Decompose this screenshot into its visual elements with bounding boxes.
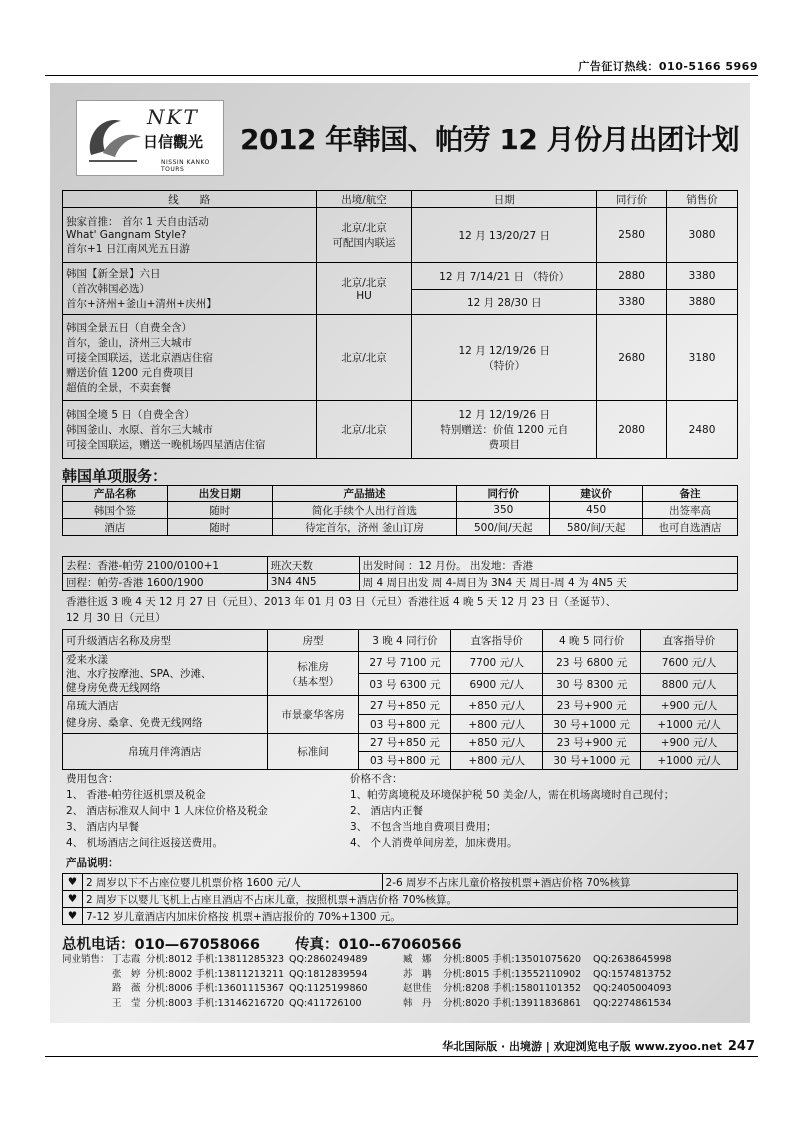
route-line: （首次韩国必选） <box>66 283 150 295</box>
fee-item: 4、 个人消费单间房差，加床费用。 <box>350 837 518 849</box>
contact-qq: QQ:1812839594 <box>289 968 368 980</box>
weekday-info: 周 4 周日出发 周 4-周日为 3N4 天 周日-周 4 为 4N5 天 <box>359 574 737 591</box>
service-cell: 450 <box>550 502 643 519</box>
service-cell: 580/间/天起 <box>550 519 643 536</box>
page-title: 2012 年韩国、帕劳 12 月份月出团计划 <box>240 123 740 156</box>
sale-price-cell: 3380 <box>667 263 738 290</box>
departure-info: 出发时间 ：12 月份。 出发地：香港 <box>359 557 737 574</box>
note-item: 2 周岁下以婴儿飞机上占座且酒店不占床儿童，按照机票+酒店价格 70%核算。 <box>82 891 737 908</box>
room-type-cell <box>267 652 359 696</box>
top-rule <box>45 75 758 76</box>
route-line: 超值的全景，不卖套餐 <box>66 382 171 394</box>
price-cell: 27 号+850 元 <box>359 734 451 752</box>
date-note-line: 12 月 30 日（元旦） <box>66 612 166 624</box>
price-cell: 8800 元/人 <box>641 674 738 696</box>
service-cell: 简化手续个人出行首选 <box>272 502 457 519</box>
table-row <box>63 652 738 674</box>
trade-price-cell: 3380 <box>597 290 667 315</box>
contact-phone: 分机:8003 手机:13146216720 <box>146 997 285 1009</box>
palau-flight-table <box>62 556 738 591</box>
route-cell <box>63 401 317 459</box>
price-cell: 27 号+850 元 <box>359 696 451 715</box>
nkt-logo <box>76 100 224 176</box>
air-cell <box>316 208 412 263</box>
price-cell: 23 号+900 元 <box>543 696 641 715</box>
header-trade-price: 同行价 <box>597 191 667 208</box>
footer-text: 华北国际版 · 出境游 | 欢迎浏览电子版 www.zyoo.net <box>442 1040 722 1053</box>
contact-name: 丁志霞 <box>112 954 141 965</box>
note-item: 7-12 岁儿童酒店内加床价格按 机票+酒店报价的 70%+1300 元。 <box>82 908 737 925</box>
header-date: 日期 <box>412 191 597 208</box>
contact-name: 张 婷 <box>112 968 141 980</box>
air-cell <box>316 263 412 315</box>
table-row <box>63 519 738 536</box>
fee-item: 3、 酒店内早餐 <box>66 821 140 833</box>
hotel-header: 直客指导价 <box>451 630 543 652</box>
air-line: 可配国内联运 <box>332 237 396 249</box>
contact-phone: 分机:8020 手机:13911836861 <box>443 997 582 1009</box>
contact-phone: 分机:8006 手机:13601115367 <box>146 983 285 994</box>
contact-name: 路 薇 <box>112 983 141 994</box>
date-cell <box>412 315 597 401</box>
route-line: 韩国全景五日（自费全含） <box>66 322 192 334</box>
hotel-header: 房型 <box>267 630 359 652</box>
logo-cn-text: 日信觀光 <box>143 133 204 151</box>
air-cell: 北京/北京 <box>316 401 412 459</box>
sale-price-cell: 2480 <box>667 401 738 459</box>
contact-qq: QQ:2405004093 <box>593 983 672 994</box>
bullet-heart-icon: ♥ <box>63 874 83 891</box>
service-cell: 随时 <box>167 502 272 519</box>
service-cell: 也可自选酒店 <box>643 519 738 536</box>
product-notes-title: 产品说明： <box>66 857 119 869</box>
contact-name: 韩 丹 <box>403 997 432 1009</box>
product-notes-table <box>62 873 738 925</box>
date-note-line: 香港往返 3 晚 4 天 12 月 27 日（元旦）、2013 年 01 月 03 日（元旦）香港往返 4 晚 5 天 12 月 23 日（圣诞节）、 <box>66 596 617 608</box>
contact-phone: 分机:8208 手机:15801101352 <box>443 983 582 994</box>
hotel-name-line: 池、水疗按摩池、SPA、沙滩、 <box>66 667 212 680</box>
service-cell: 酒店 <box>63 519 168 536</box>
sales-label: 同业销售： <box>62 954 110 965</box>
table-row <box>63 891 738 908</box>
table-row <box>63 263 738 290</box>
contact-row <box>62 997 672 1012</box>
room-line: 标准房 <box>297 660 329 673</box>
hotel-header: 3 晚 4 同行价 <box>359 630 451 652</box>
service-cell: 350 <box>457 502 550 519</box>
price-cell: +900 元/人 <box>641 734 738 752</box>
air-line: HU <box>356 290 372 302</box>
fee-item: 2、 酒店标准双人间中 1 人床位价格及税金 <box>66 805 268 817</box>
contact-name: 赵世佳 <box>403 983 432 994</box>
room-line: （基本型） <box>286 675 340 688</box>
service-header: 建议价 <box>550 486 643 502</box>
price-cell: +1000 元/人 <box>641 752 738 770</box>
hotel-header: 直客指导价 <box>641 630 738 652</box>
date-cell <box>412 401 597 459</box>
palau-date-note <box>66 594 616 626</box>
price-cell: 27 号 7100 元 <box>359 652 451 674</box>
air-line: 北京/北京 <box>341 277 387 289</box>
price-cell: 03 号+800 元 <box>359 752 451 770</box>
price-cell: 23 号+900 元 <box>543 734 641 752</box>
air-cell: 北京/北京 <box>316 315 412 401</box>
trade-price-cell: 2880 <box>597 263 667 290</box>
route-line: 可接全国联运，送北京酒店住宿 <box>66 352 213 364</box>
service-header: 同行价 <box>457 486 550 502</box>
service-cell: 出签率高 <box>643 502 738 519</box>
contact-phone: 分机:8005 手机:13501075620 <box>443 954 582 965</box>
contact-row <box>62 953 672 968</box>
date-line: （特价） <box>483 359 526 372</box>
contact-name: 臧 娜 <box>403 954 432 965</box>
table-row <box>63 502 738 519</box>
price-cell: +850 元/人 <box>451 734 543 752</box>
table-row <box>63 908 738 925</box>
table-row <box>63 874 738 891</box>
route-cell <box>63 208 317 263</box>
fee-item: 1、 香港-帕劳往返机票及税金 <box>66 789 206 801</box>
route-line: What' Gangnam Style? <box>66 229 187 241</box>
trade-price-cell: 2580 <box>597 208 667 263</box>
hotel-name-cell <box>63 696 268 734</box>
sale-price-cell: 3080 <box>667 208 738 263</box>
header-air: 出境/航空 <box>316 191 412 208</box>
hotel-name-line: 帛琉大酒店 <box>66 699 119 712</box>
route-cell <box>63 263 317 315</box>
note-item: 2-6 周岁不占床儿童价格按机票+酒店价格 70%核算 <box>382 874 737 891</box>
hotel-name-cell: 帛琉月伴湾酒店 <box>63 734 268 770</box>
service-header: 产品描述 <box>272 486 457 502</box>
fees-include-title: 费用包含： <box>66 773 119 785</box>
bottom-rule <box>45 1056 758 1057</box>
fee-item: 1、帕劳离境税及环境保护税 50 美金/人，需在机场离境时自己现付； <box>350 789 675 801</box>
note-item: 2 周岁以下不占座位婴儿机票价格 1600 元/人 <box>82 874 382 891</box>
room-type-cell: 标准间 <box>267 734 359 770</box>
table-row <box>63 315 738 401</box>
contact-phone: 分机:8012 手机:13811285323 <box>146 954 285 965</box>
fee-item: 2、 酒店内正餐 <box>350 805 424 817</box>
fees-include <box>66 771 268 851</box>
hotel-header: 4 晚 5 同行价 <box>543 630 641 652</box>
date-line: 费项目 <box>488 439 521 451</box>
price-cell: +800 元/人 <box>451 752 543 770</box>
hotel-name-line: 健身房免费无线网络 <box>66 681 161 694</box>
contact-phone: 分机:8015 手机:13552110902 <box>443 968 582 980</box>
date-cell: 12 月 28/30 日 <box>412 290 597 315</box>
table-row <box>63 696 738 715</box>
sales-contacts <box>62 953 672 1011</box>
contact-qq: QQ:2274861534 <box>593 997 672 1009</box>
price-cell: 30 号 8300 元 <box>543 674 641 696</box>
sale-price-cell: 3880 <box>667 290 738 315</box>
date-line: 12 月 12/19/26 日 <box>458 344 551 357</box>
route-line: 韩国釜山、水原、首尔三大城市 <box>66 424 213 436</box>
logo-en-text: NISSIN KANKO TOURS <box>161 159 210 173</box>
service-header: 出发日期 <box>167 486 272 502</box>
contact-row <box>62 968 672 983</box>
contact-qq: QQ:2860249489 <box>289 954 368 965</box>
route-line: 首尔，釜山，济州三大城市 <box>66 337 192 349</box>
contact-qq: QQ:411726100 <box>289 997 362 1009</box>
date-cell: 12 月 13/20/27 日 <box>412 208 597 263</box>
fees-exclude-title: 价格不含： <box>350 773 403 785</box>
price-cell: 7700 元/人 <box>451 652 543 674</box>
korea-route-table <box>62 190 738 459</box>
hotel-name-line: 健身房、桑拿、免费无线网络 <box>66 716 203 729</box>
route-line: 韩国【新全景】六日 <box>66 268 161 280</box>
page-number: 247 <box>727 1039 755 1054</box>
page-footer <box>442 1038 755 1054</box>
contact-heading <box>62 933 462 954</box>
price-cell: 03 号+800 元 <box>359 715 451 734</box>
hotel-name-line: 爱来水漾 <box>66 653 108 666</box>
price-cell: 6900 元/人 <box>451 674 543 696</box>
price-cell: 7600 元/人 <box>641 652 738 674</box>
schedule-label: 班次天数 <box>267 557 359 574</box>
route-line: 首尔+济州+釜山+清州+庆州】 <box>66 298 217 310</box>
bullet-heart-icon: ♥ <box>63 908 83 925</box>
price-cell: 30 号+1000 元 <box>543 715 641 734</box>
main-phone: 总机电话：010—67058066 <box>62 937 260 953</box>
table-row <box>63 208 738 263</box>
table-row <box>63 557 738 574</box>
service-section-title: 韩国单项服务： <box>62 467 168 485</box>
route-line: 首尔+1 日江南风光五日游 <box>66 243 190 255</box>
price-cell: +900 元/人 <box>641 696 738 715</box>
contact-name: 苏 聃 <box>403 968 432 980</box>
service-header: 产品名称 <box>63 486 168 502</box>
price-cell: +800 元/人 <box>451 715 543 734</box>
contact-qq: QQ:1125199860 <box>289 983 368 994</box>
service-cell: 随时 <box>167 519 272 536</box>
date-line: 特别赠送：价值 1200 元自 <box>440 424 569 436</box>
date-cell: 12 月 7/14/21 日 （特价） <box>412 263 597 290</box>
fax-number: 传真：010--67060566 <box>295 937 462 953</box>
date-line: 12 月 12/19/26 日 <box>458 409 551 421</box>
trade-price-cell: 2680 <box>597 315 667 401</box>
bullet-heart-icon: ♥ <box>63 891 83 908</box>
swan-logo-icon <box>81 107 145 169</box>
contact-qq: QQ:1574813752 <box>593 968 672 980</box>
service-header: 备注 <box>643 486 738 502</box>
route-line: 独家首推： 首尔 1 天自由活动 <box>66 216 209 228</box>
table-row <box>63 734 738 752</box>
service-cell: 待定首尔，济州 釜山订房 <box>272 519 457 536</box>
trade-price-cell: 2080 <box>597 401 667 459</box>
outbound-flight: 去程：香港-帕劳 2100/0100+1 <box>63 557 268 574</box>
contact-row <box>62 982 672 997</box>
header-sale-price: 销售价 <box>667 191 738 208</box>
service-cell: 500/间/天起 <box>457 519 550 536</box>
price-cell: 03 号 6300 元 <box>359 674 451 696</box>
schedule-value: 3N4 4N5 <box>267 574 359 591</box>
fees-exclude <box>350 771 674 851</box>
logo-nkt-text: NKT <box>147 105 199 129</box>
route-line: 可接全国联运，赠送一晚机场四星酒店住宿 <box>66 439 266 451</box>
hotel-header: 可升级酒店名称及房型 <box>63 630 268 652</box>
price-cell: +1000 元/人 <box>641 715 738 734</box>
price-cell: 23 号 6800 元 <box>543 652 641 674</box>
header-route: 线 路 <box>63 191 317 208</box>
route-line: 赠送价值 1200 元自费项目 <box>66 367 194 379</box>
route-line: 韩国全境 5 日（自费全含） <box>66 409 195 421</box>
contact-qq: QQ:2638645998 <box>593 954 672 965</box>
contact-phone: 分机:8002 手机:13811213211 <box>146 968 285 980</box>
table-row <box>63 574 738 591</box>
service-cell: 韩国个签 <box>63 502 168 519</box>
room-type-cell: 市景豪华客房 <box>267 696 359 734</box>
price-cell: +850 元/人 <box>451 696 543 715</box>
return-flight: 回程：帕劳-香港 1600/1900 <box>63 574 268 591</box>
fee-item: 3、 不包含当地自费项目费用； <box>350 821 497 833</box>
table-row <box>63 401 738 459</box>
route-cell <box>63 315 317 401</box>
price-cell: 30 号+1000 元 <box>543 752 641 770</box>
hotel-name-cell <box>63 652 268 696</box>
ad-hotline: 广告征订热线：010-5166 5969 <box>578 60 758 73</box>
fee-item: 4、 机场酒店之间往返接送费用。 <box>66 837 224 849</box>
air-line: 北京/北京 <box>341 222 387 234</box>
sale-price-cell: 3180 <box>667 315 738 401</box>
service-table <box>62 485 738 536</box>
contact-name: 王 莹 <box>112 997 141 1009</box>
palau-hotel-table <box>62 629 738 770</box>
